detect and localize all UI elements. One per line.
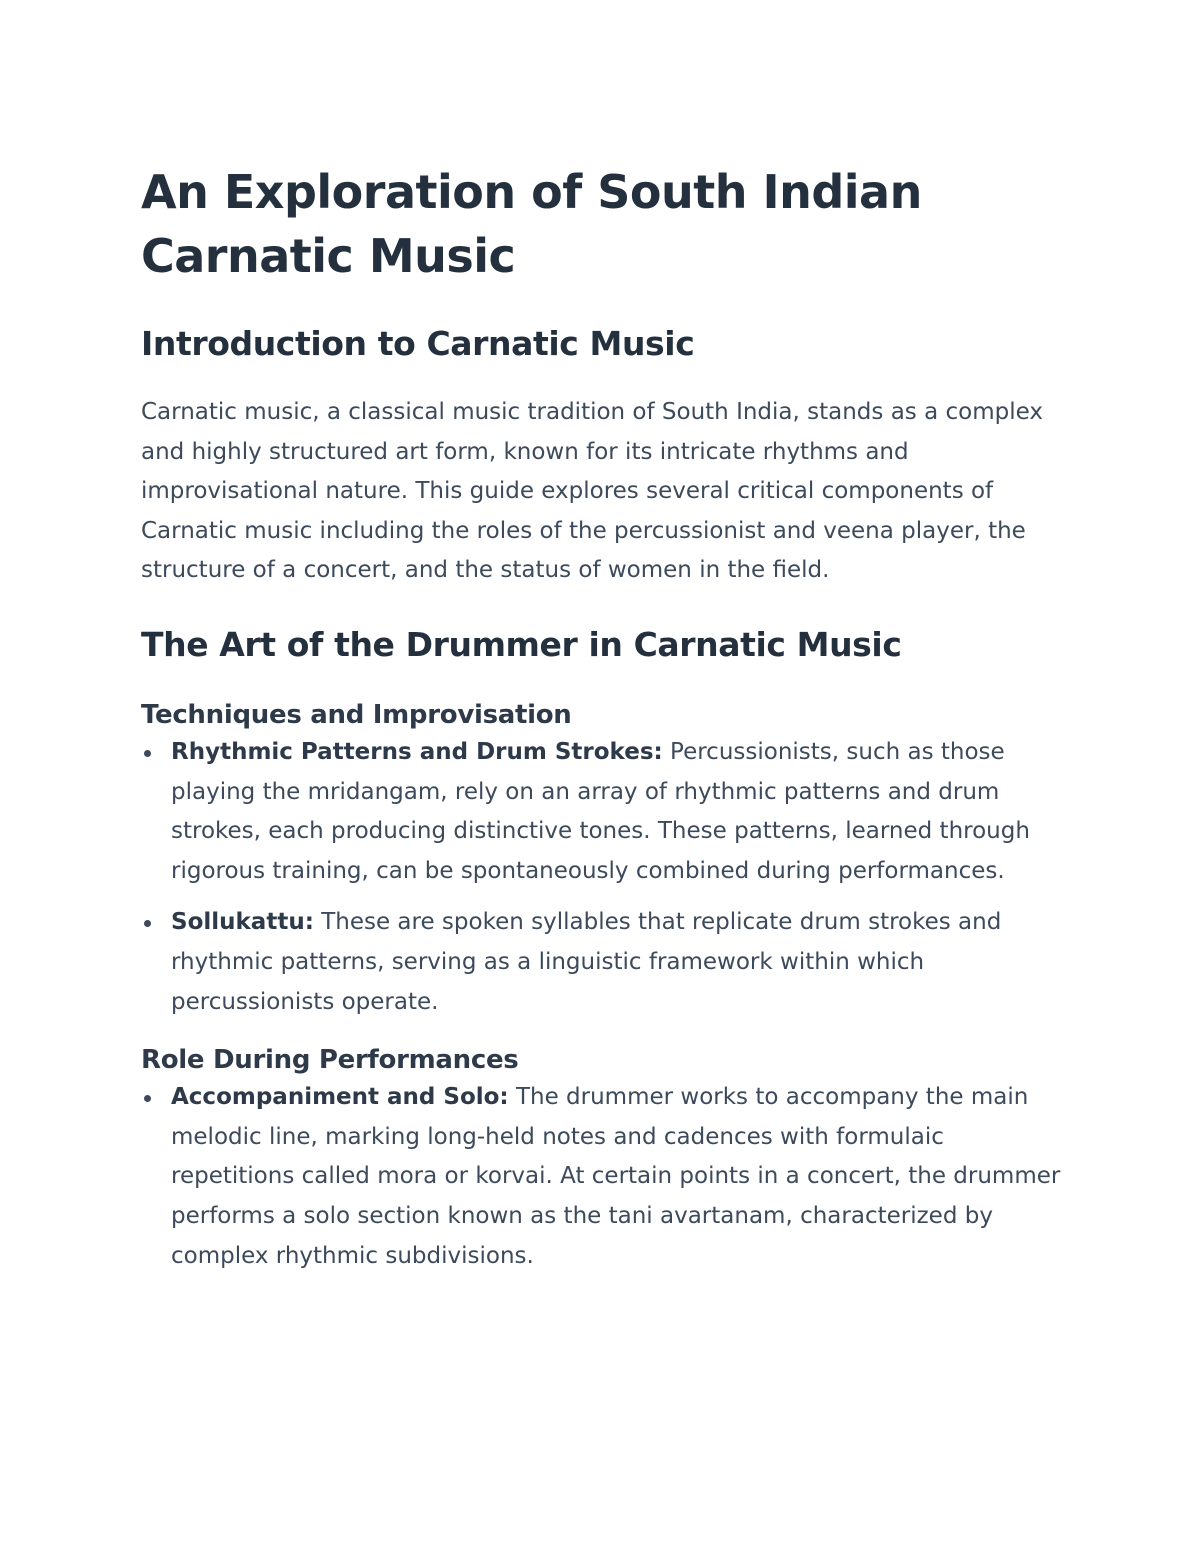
section-heading-drummer: The Art of the Drummer in Carnatic Music bbox=[141, 624, 902, 664]
list-item-term: Accompaniment and Solo: bbox=[171, 1084, 509, 1111]
document-title: An Exploration of South Indian Carnatic Music bbox=[141, 165, 922, 283]
list-item bbox=[141, 903, 1071, 1022]
list-item-text: Percussionists, such as those playing the mridangam, rely on an array of rhythmic patterns and drum strokes, each producing distinctive tones. These patterns, learned through rigorous training, can be spontaneously combined during performances. bbox=[171, 738, 1030, 884]
bullet-icon bbox=[144, 920, 151, 927]
section-heading-introduction: Introduction to Carnatic Music bbox=[141, 324, 695, 363]
bullet-icon bbox=[144, 750, 151, 757]
techniques-list bbox=[141, 733, 1071, 1022]
list-item bbox=[141, 733, 1071, 891]
introduction-paragraph: Carnatic music, a classical music tradition of South India, stands as a complex and highly structured art form, known for its intricate rhythms and improvisational nature. This guide explores several critical components of Carnatic music including the roles of the percussionist and veena player, the structure of a concert, and the status of women in the field. bbox=[141, 399, 1043, 584]
list-item bbox=[141, 1078, 1071, 1276]
document-page bbox=[141, 160, 1071, 1276]
list-item-term: Rhythmic Patterns and Drum Strokes: bbox=[171, 738, 663, 765]
role-list bbox=[141, 1078, 1071, 1276]
bullet-icon bbox=[144, 1095, 151, 1102]
list-item-text: The drummer works to accompany the main melodic line, marking long-held notes and cadences with formulaic repetitions called mora or korvai. At certain points in a concert, the drummer performs a solo section known as the tani avartanam, characterized by complex rhythmic subdivisions. bbox=[171, 1084, 1061, 1269]
subsection-heading-techniques: Techniques and Improvisation bbox=[141, 699, 572, 730]
list-item-term: Sollukattu: bbox=[171, 909, 314, 936]
list-item-text: These are spoken syllables that replicate drum strokes and rhythmic patterns, serving as a linguistic framework within which percussionists operate. bbox=[171, 909, 1002, 1015]
subsection-heading-role: Role During Performances bbox=[141, 1045, 519, 1076]
